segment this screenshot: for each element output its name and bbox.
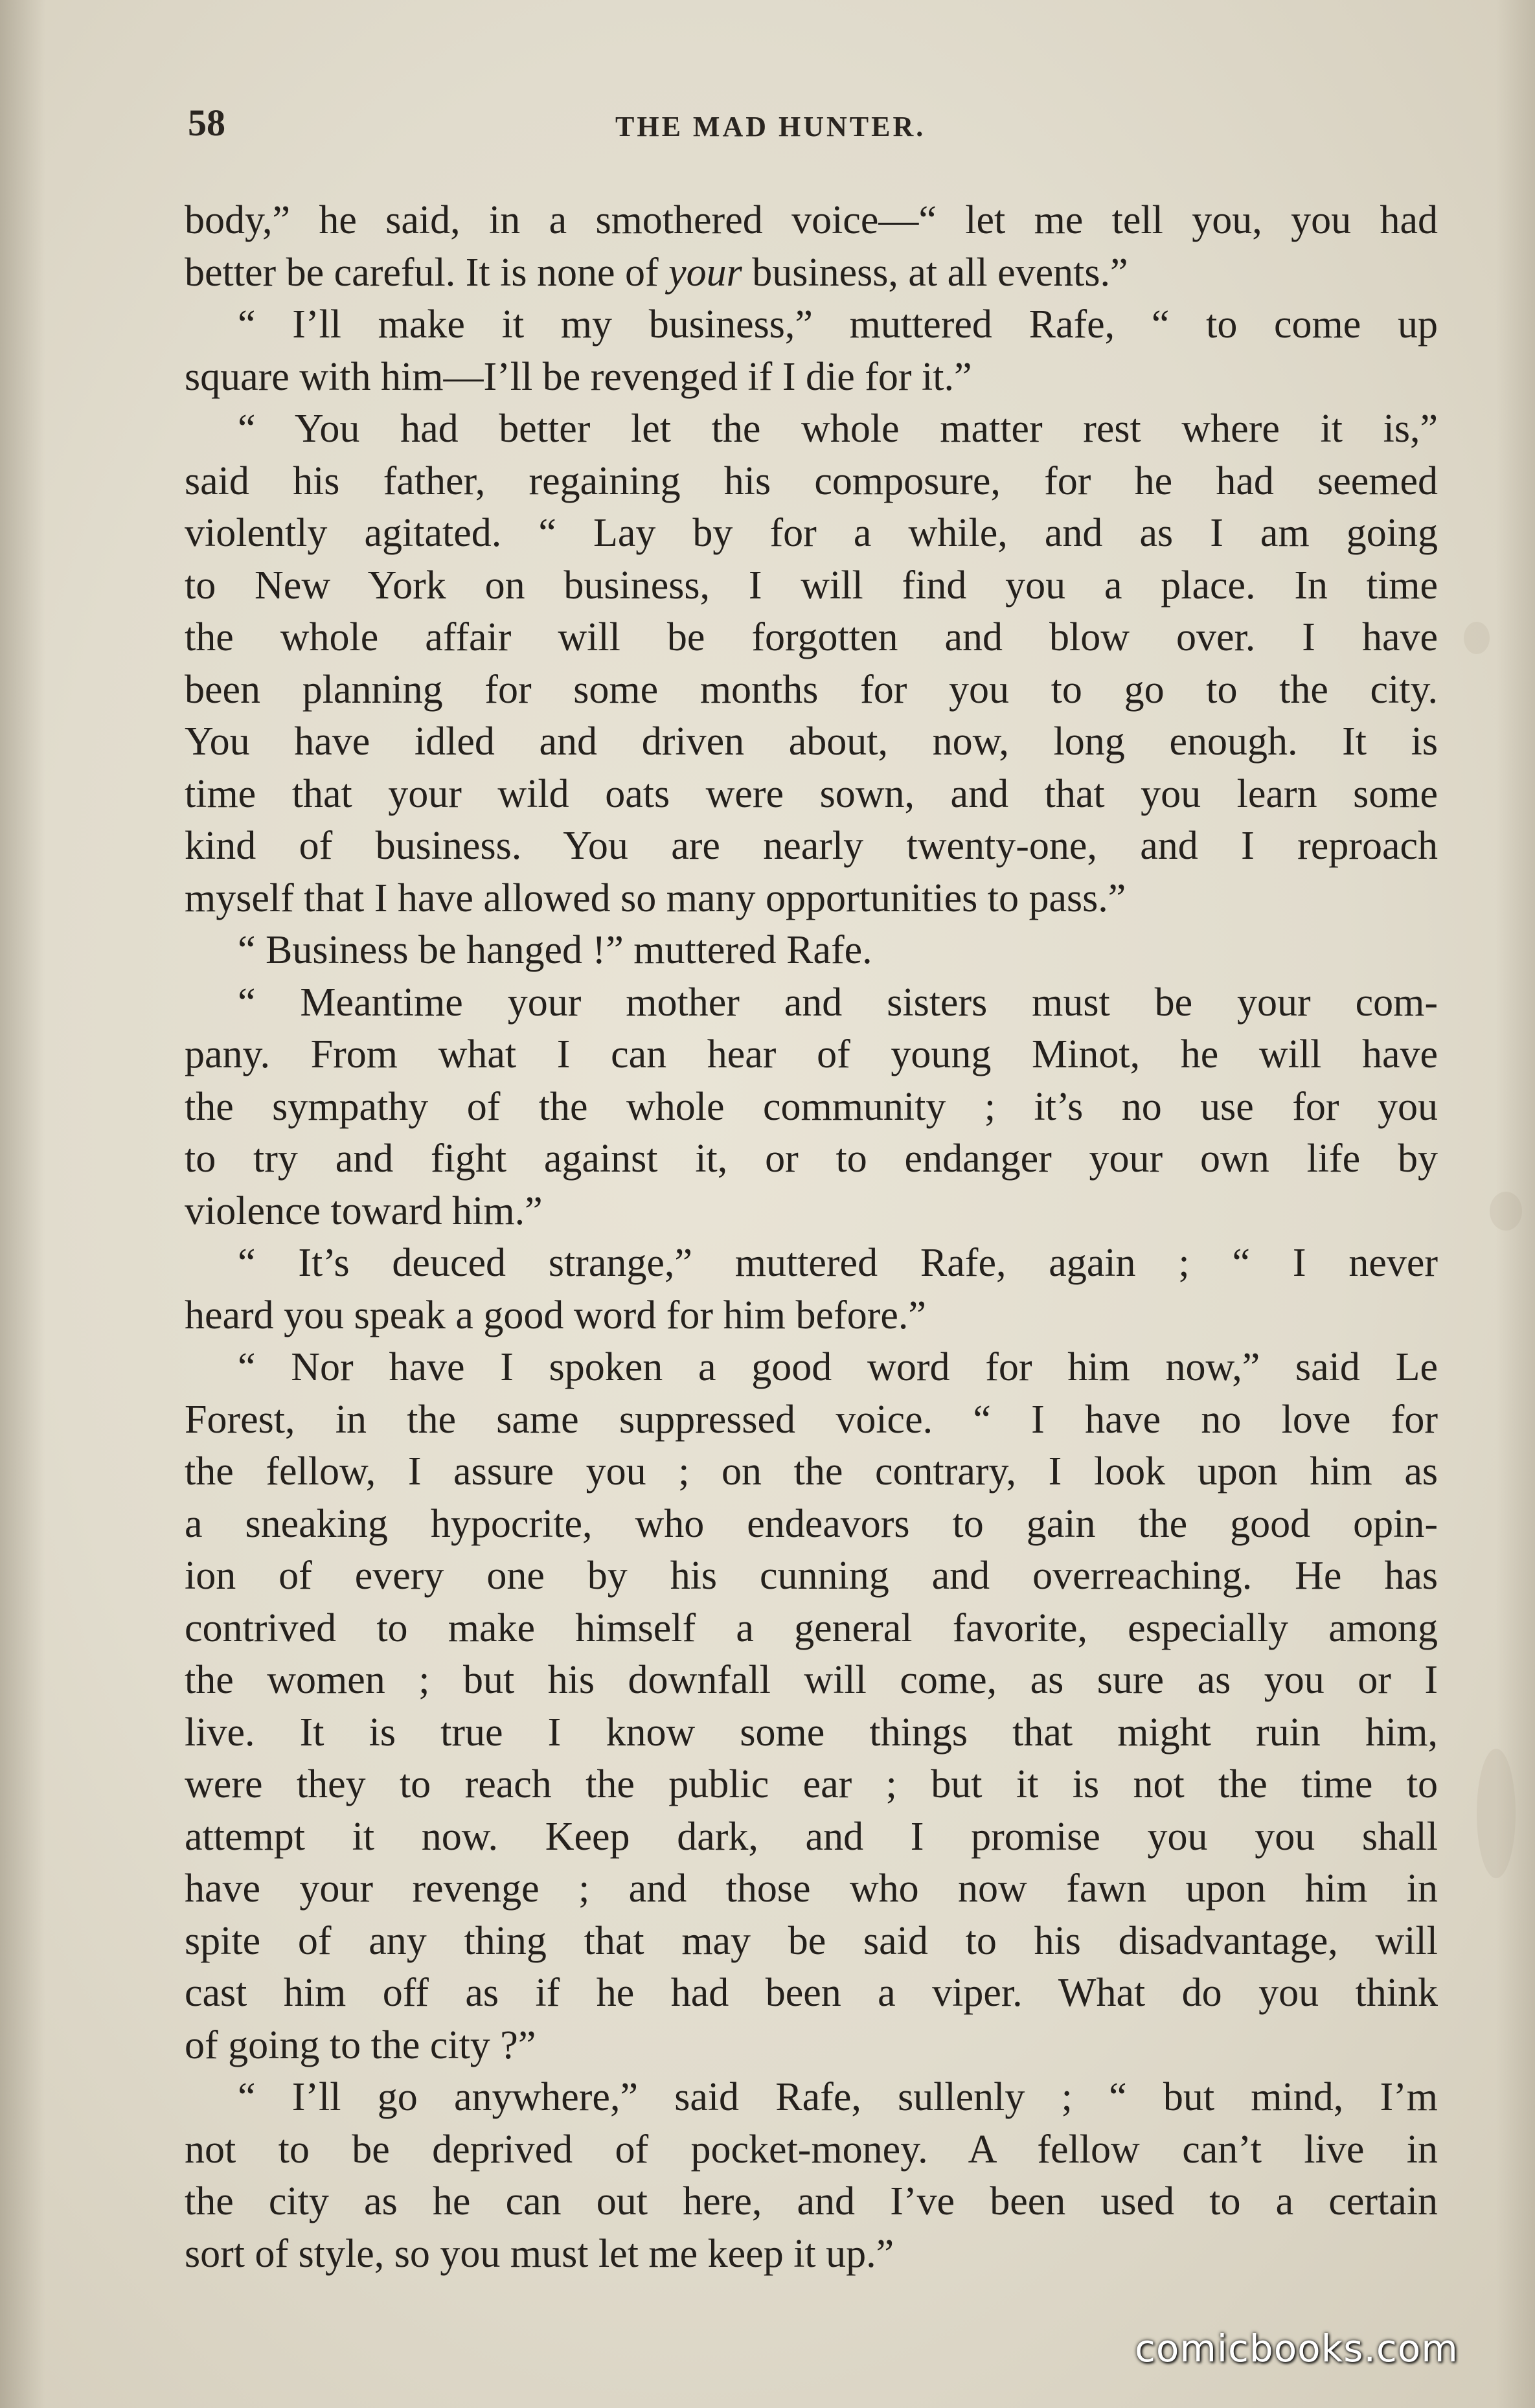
text-line: ion of every one by his cunning and overreaching. He has (185, 1554, 1438, 1598)
text-line: the fellow, I assure you ; on the contrary, I look upon him as (185, 1449, 1438, 1494)
text-line: “ Nor have I spoken a good word for him now,” said Le (238, 1345, 1438, 1389)
text-line: a sneaking hypocrite, who endeavors to gain the good opin- (185, 1501, 1438, 1546)
text-line: time that your wild oats were sown, and that you learn some (185, 771, 1438, 816)
text-line: have your revenge ; and those who now fawn upon him in (185, 1867, 1438, 1911)
paragraph (185, 977, 1438, 1238)
text-line: live. It is true I know some things that might ruin him, (185, 1710, 1438, 1755)
paragraph (185, 2071, 1438, 2280)
text-line: the sympathy of the whole community ; it’s no use for you (185, 1084, 1438, 1129)
paragraph (185, 1341, 1438, 2071)
text-line: “ Business be hanged !” muttered Rafe. (238, 928, 872, 972)
text-line: the whole affair will be forgotten and blow over. I have (185, 615, 1438, 659)
text-line: better be careful. It is none of your business, at all events.” (185, 250, 1128, 295)
text-line: “ Meantime your mother and sisters must be your com- (238, 980, 1438, 1025)
text-line: sort of style, so you must let me keep it up.” (185, 2231, 894, 2276)
paper-stain (1477, 1749, 1516, 1878)
watermark: comicbooks.com (1135, 2326, 1459, 2370)
text-line: been planning for some months for you to go to the city. (185, 667, 1438, 712)
emphasis: your (668, 250, 742, 295)
text-line: kind of business. You are nearly twenty-one, and I reproach (185, 824, 1438, 868)
paragraph (185, 299, 1438, 403)
paragraph (185, 403, 1438, 924)
text-line: the city as he can out here, and I’ve been used to a certain (185, 2179, 1438, 2223)
text-line: “ You had better let the whole matter rest where it is,” (238, 407, 1438, 451)
text-line: myself that I have allowed so many opportunities to pass.” (185, 876, 1126, 920)
text-line: to New York on business, I will find you a place. In time (185, 563, 1438, 608)
text-line: not to be deprived of pocket-money. A fellow can’t live in (185, 2127, 1438, 2172)
text-line: You have idled and driven about, now, long enough. It is (185, 720, 1438, 764)
text-line: “ I’ll make it my business,” muttered Rafe, “ to come up (238, 302, 1438, 346)
text-line: said his father, regaining his composure, for he had seemed (185, 459, 1438, 503)
text-line: body,” he said, in a smothered voice—“ let me tell you, you had (185, 198, 1438, 242)
text-line: the women ; but his downfall will come, as sure as you or I (185, 1658, 1438, 1702)
text-line: cast him off as if he had been a viper. What do you think (185, 1971, 1438, 2015)
text-line: Forest, in the same suppressed voice. “ I have no love for (185, 1397, 1438, 1442)
text-line: spite of any thing that may be said to his disadvantage, will (185, 1918, 1438, 1963)
running-head (188, 97, 1438, 149)
text-line: square with him—I’ll be revenged if I die for it.” (185, 354, 972, 399)
paper-stain (1464, 622, 1490, 654)
text-line: were they to reach the public ear ; but it is not the time to (185, 1762, 1438, 1806)
paragraph (185, 194, 1438, 299)
text-line: attempt it now. Keep dark, and I promise you you shall (185, 1814, 1438, 1859)
running-title: THE MAD HUNTER. (615, 111, 926, 142)
spine-shadow (0, 0, 45, 2408)
text-line: of going to the city ?” (185, 2023, 536, 2067)
paper-stain (1490, 1192, 1522, 1231)
text-line: heard you speak a good word for him before.” (185, 1293, 926, 1337)
text-line: “ I’ll go anywhere,” said Rafe, sullenly ; “ but mind, I’m (238, 2075, 1438, 2119)
text-line: pany. From what I can hear of young Minot, he will have (185, 1032, 1438, 1076)
text-line: to try and fight against it, or to endanger your own life by (185, 1137, 1438, 1181)
page-number: 58 (188, 102, 225, 144)
text-line: “ It’s deuced strange,” muttered Rafe, again ; “ I never (238, 1241, 1438, 1285)
body-text (185, 194, 1438, 2280)
text-line: violence toward him.” (185, 1188, 543, 1233)
paragraph (185, 1237, 1438, 1341)
text-line: violently agitated. “ Lay by for a while, and as I am going (185, 511, 1438, 555)
paragraph (185, 924, 1438, 977)
text-line: contrived to make himself a general favorite, especially among (185, 1606, 1438, 1650)
